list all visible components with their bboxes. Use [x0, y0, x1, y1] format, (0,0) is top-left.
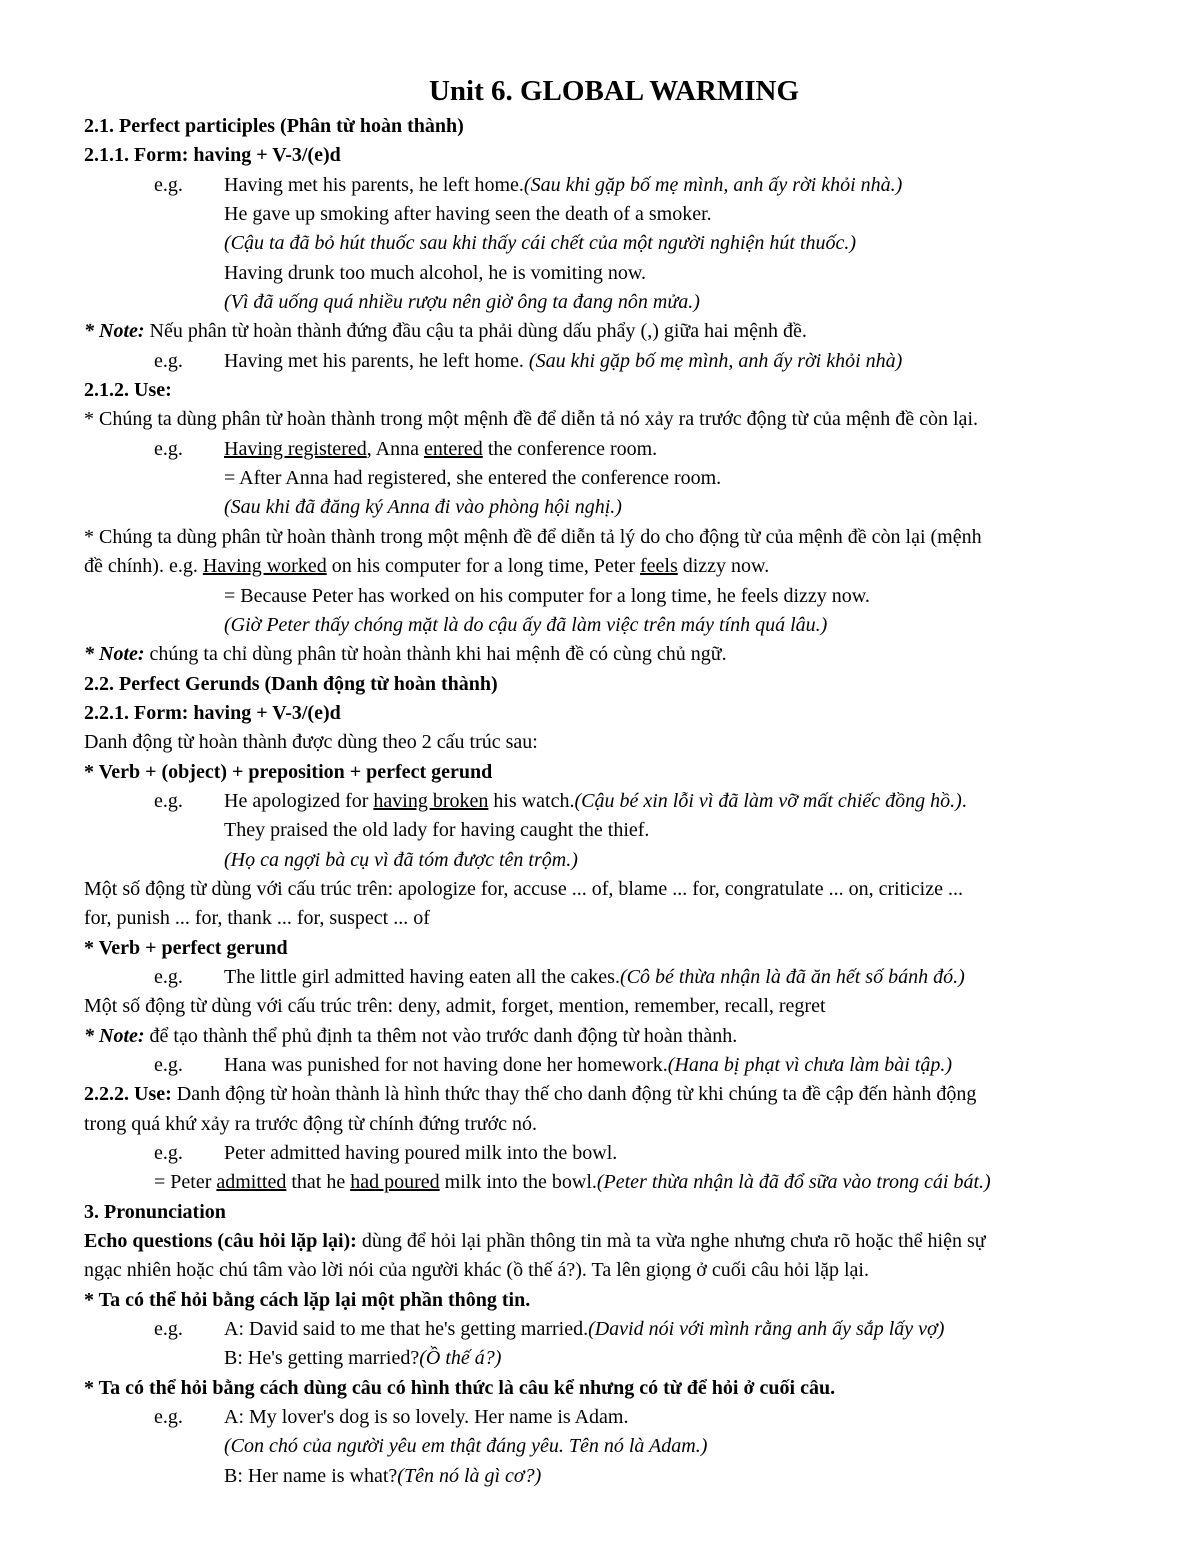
example-line	[84, 963, 1144, 992]
use-text: * Chúng ta dùng phân từ hoàn thành trong một mệnh đề để diễn tả nó xảy ra trước động từ của mệnh đề còn lại.	[84, 408, 978, 431]
echo-label: Echo questions (câu hỏi lặp lại):	[84, 1230, 357, 1253]
example-text: = Peter	[154, 1171, 217, 1194]
eg-label: e.g.	[154, 789, 183, 812]
example-en: Having drunk too much alcohol, he is vomiting now.	[224, 261, 646, 284]
note-line	[84, 640, 1144, 669]
verb-list: for, punish ... for, thank ... for, suspect ... of	[84, 907, 430, 930]
section-2-1-heading: 2.1. Perfect participles (Phân từ hoàn thành)	[84, 115, 464, 137]
example-en: Having met his parents, he left home.	[224, 173, 524, 196]
example-vi: (Sau khi đã đăng ký Anna đi vào phòng hội nghị.)	[224, 496, 622, 519]
dialogue-line	[84, 1344, 1144, 1373]
use-text-part: đề chính). e.g.	[84, 555, 203, 578]
underlined-phrase: entered	[423, 437, 483, 460]
verb-list: Một số động từ dùng với cấu trúc trên: deny, admit, forget, mention, remember, recall, regret	[84, 995, 826, 1018]
note-line	[84, 1022, 1144, 1051]
example-vi: (Cậu bé xin lỗi vì đã làm vỡ mất chiếc đồng hồ.)	[574, 789, 962, 812]
example-vi: (Họ ca ngợi bà cụ vì đã tóm được tên trộm.)	[224, 848, 578, 871]
echo-text: ngạc nhiên hoặc chú tâm vào lời nói của người khác (ồ thế á?). Ta lên giọng ở cuối câu hỏi lặp lại.	[84, 1259, 869, 1282]
example-text: the conference room.	[482, 437, 658, 460]
use-text-part: dizzy now.	[677, 555, 770, 578]
section-2-1-2-use: 2.1.2. Use:	[84, 379, 172, 402]
use-text-part: on his computer for a long time, Peter	[326, 555, 640, 578]
verb-list: Một số động từ dùng với cấu trúc trên: apologize for, accuse ... of, blame ... for, congratulate ... on, criticize ...	[84, 877, 963, 900]
example-vi: (David nói với mình rằng anh ấy sắp lấy vợ)	[588, 1318, 945, 1341]
example-line	[84, 787, 1144, 816]
example-en: The little girl admitted having eaten all the cakes.	[224, 965, 620, 988]
dialogue-a: A: David said to me that he's getting married.	[224, 1318, 589, 1341]
eg-label: e.g.	[154, 1406, 183, 1429]
rule-heading: * Ta có thể hỏi bằng cách lặp lại một phần thông tin.	[84, 1288, 531, 1311]
intro-text: Danh động từ hoàn thành được dùng theo 2 cấu trúc sau:	[84, 731, 538, 754]
page-title: Unit 6. GLOBAL WARMING	[428, 75, 800, 107]
example-line	[84, 1403, 1144, 1432]
example-en: They praised the old lady for having caught the thief.	[224, 819, 650, 842]
dialogue-b: B: Her name is what?	[224, 1464, 398, 1487]
example-text: .	[961, 789, 967, 812]
echo-text	[84, 1227, 1144, 1256]
underlined-phrase: Having registered	[224, 437, 367, 460]
example-vi: (Ồ thế á?)	[419, 1347, 502, 1370]
dialogue-b: B: He's getting married?	[224, 1347, 420, 1370]
note-text: Nếu phân từ hoàn thành đứng đầu cậu ta phải dùng dấu phẩy (,) giữa hai mệnh đề.	[144, 320, 807, 343]
use-text-part: Danh động từ hoàn thành là hình thức thay thế cho danh động từ khi chúng ta đề cập đến hành động	[171, 1083, 977, 1106]
section-2-2-1-form: 2.2.1. Form: having + V-3/(e)d	[84, 701, 341, 724]
example-text: He apologized for	[224, 789, 374, 812]
structure-heading: * Verb + (object) + preposition + perfect gerund	[84, 760, 493, 783]
eg-label: e.g.	[154, 349, 183, 372]
example-vi: (Giờ Peter thấy chóng mặt là do cậu ấy đã làm việc trên máy tính quá lâu.)	[224, 613, 828, 636]
example-text: his watch.	[488, 789, 575, 812]
example-vi: (Hana bị phạt vì chưa làm bài tập.)	[667, 1054, 952, 1076]
example-en: Hana was punished for not having done her homework.	[224, 1054, 668, 1076]
example-vi: (Cậu ta đã bỏ hút thuốc sau khi thấy cái chết của một người nghiện hút thuốc.)	[224, 232, 857, 255]
example-line	[84, 1315, 1144, 1344]
rule-heading: * Ta có thể hỏi bằng cách dùng câu có hình thức là câu kể nhưng có từ để hỏi ở cuối câu.	[84, 1376, 836, 1399]
example-vi: (Sau khi gặp bố mẹ mình, anh ấy rời khỏi nhà)	[528, 349, 903, 372]
eg-label: e.g.	[154, 437, 183, 460]
underlined-phrase: feels	[639, 555, 678, 578]
example-line	[84, 171, 1144, 200]
structure-heading: * Verb + perfect gerund	[84, 936, 288, 959]
dialogue-a: A: My lover's dog is so lovely. Her name is Adam.	[224, 1406, 629, 1429]
eg-label: e.g.	[154, 1054, 183, 1076]
note-label: * Note:	[84, 1024, 145, 1047]
example-en: He gave up smoking after having seen the death of a smoker.	[224, 203, 712, 226]
example-vi: (Sau khi gặp bố mẹ mình, anh ấy rời khỏi nhà.)	[523, 173, 903, 196]
underlined-phrase: admitted	[216, 1171, 287, 1194]
example-line	[84, 1139, 1144, 1168]
example-line	[84, 1051, 1144, 1080]
echo-text-part: dùng để hỏi lại phần thông tin mà ta vừa nghe nhưng chưa rõ hoặc thể hiện sự	[356, 1230, 986, 1253]
eg-label: e.g.	[154, 965, 183, 988]
example-en: Peter admitted having poured milk into the bowl.	[224, 1142, 618, 1165]
example-line	[84, 347, 1144, 376]
section-2-2-heading: 2.2. Perfect Gerunds (Danh động từ hoàn thành)	[84, 672, 498, 695]
dialogue-line	[84, 1462, 1144, 1491]
example-equivalent: = Because Peter has worked on his computer for a long time, he feels dizzy now.	[224, 584, 870, 607]
example-vi: (Tên nó là gì cơ?)	[397, 1464, 542, 1487]
underlined-phrase: Having worked	[202, 555, 327, 578]
use-text	[84, 1080, 1144, 1109]
use-text: trong quá khứ xảy ra trước động từ chính đứng trước nó.	[84, 1112, 538, 1135]
example-text: milk into the bowl.	[439, 1171, 597, 1194]
note-line	[84, 317, 1144, 346]
section-3-heading: 3. Pronunciation	[84, 1200, 226, 1223]
underlined-phrase: having broken	[373, 789, 489, 812]
section-2-2-2-use: 2.2.2. Use:	[84, 1083, 172, 1106]
eg-label: e.g.	[154, 173, 183, 196]
section-2-1-1-form: 2.1.1. Form: having + V-3/(e)d	[84, 144, 341, 167]
example-text: that he	[286, 1171, 351, 1194]
example-vi: (Peter thừa nhận là đã đổ sữa vào trong cái bát.)	[596, 1171, 991, 1194]
note-text: chúng ta chỉ dùng phân từ hoàn thành khi hai mệnh đề có cùng chủ ngữ.	[144, 643, 727, 666]
example-line	[84, 435, 1144, 464]
example-text: , Anna	[366, 437, 424, 460]
note-label: * Note:	[84, 643, 145, 666]
example-equivalent	[84, 1168, 1144, 1197]
example-en: Having met his parents, he left home.	[224, 349, 529, 372]
note-text: để tạo thành thể phủ định ta thêm not vào trước danh động từ hoàn thành.	[144, 1024, 738, 1047]
example-vi: (Cô bé thừa nhận là đã ăn hết số bánh đó.)	[619, 965, 965, 988]
use-text	[84, 552, 1144, 581]
eg-label: e.g.	[154, 1318, 183, 1341]
note-label: * Note:	[84, 320, 145, 343]
example-vi: (Vì đã uống quá nhiều rượu nên giờ ông ta đang nôn mửa.)	[224, 291, 700, 314]
eg-label: e.g.	[154, 1142, 183, 1165]
document-page	[84, 72, 1144, 1491]
example-equivalent: = After Anna had registered, she entered the conference room.	[224, 467, 722, 490]
underlined-phrase: had poured	[350, 1171, 440, 1194]
use-text: * Chúng ta dùng phân từ hoàn thành trong một mệnh đề để diễn tả lý do cho động từ của mệnh đề còn lại (mệnh	[84, 525, 982, 548]
example-vi: (Con chó của người yêu em thật đáng yêu. Tên nó là Adam.)	[224, 1435, 708, 1458]
